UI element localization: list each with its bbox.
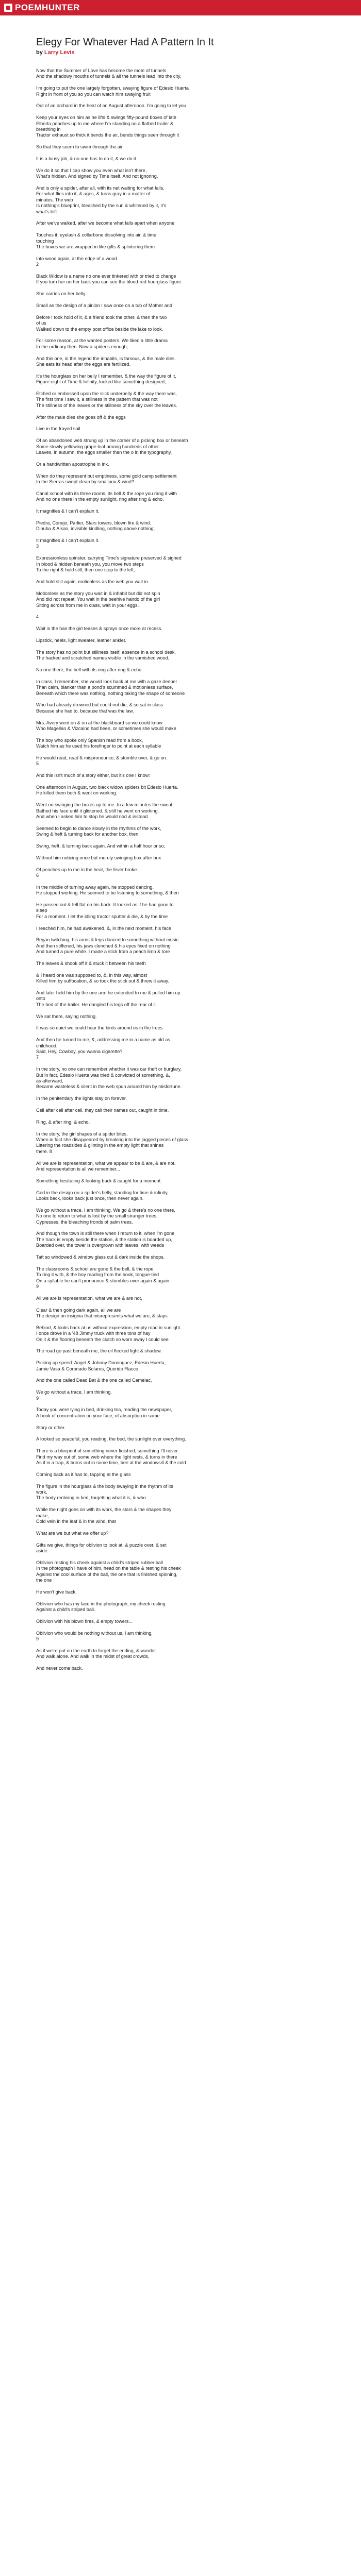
poem-line: & I heard one was supposed to, &, in this way, almost bbox=[36, 972, 147, 978]
poem-stanza bbox=[36, 1178, 325, 1184]
poem-line: It's the hourglass on her belly I remember, & the way the figure of it, bbox=[36, 373, 176, 379]
poem-line: And did not repeat. You wait in the beehive hairdo of the girl bbox=[36, 597, 160, 602]
poem-line: In class, I remember, she would look back at me with a gaze deeper bbox=[36, 679, 177, 684]
poem-line: there. 8 bbox=[36, 1148, 52, 1154]
poem-line: Boarded over, the tower is overgrown with leaves, with weeds bbox=[36, 1243, 165, 1248]
poem-stanza bbox=[36, 156, 325, 162]
poem-stanza bbox=[36, 86, 325, 97]
poem-line: Who Magellan & Vizcaino had been, or sometimes she would make bbox=[36, 725, 176, 731]
poem-line: minutes. The web bbox=[36, 197, 73, 202]
byline bbox=[36, 49, 325, 56]
poem-line: And when I asked him to stop he would nod & instead bbox=[36, 814, 148, 819]
poem-line: The first time I saw it, a stillness in the pattern that was not bbox=[36, 397, 158, 402]
poem-line: No one there, the bell with its ring after ring & echo. bbox=[36, 667, 143, 672]
poem-line: On a syllable he can't pronounce & stumbles over again & again. bbox=[36, 1278, 171, 1283]
poem-line: Into wood again, at the edge of a wood. bbox=[36, 256, 119, 261]
poem-stanza bbox=[36, 356, 325, 368]
poem-line: He won't give back. bbox=[36, 1589, 77, 1595]
byline-prefix: by bbox=[36, 49, 43, 56]
poem-line: No one to return to what is lost by the small stranger trees, bbox=[36, 1213, 158, 1219]
poem-line: as afterward, bbox=[36, 1078, 63, 1083]
poem-stanza bbox=[36, 626, 325, 632]
poem-stanza bbox=[36, 667, 325, 673]
poem-stanza bbox=[36, 1360, 325, 1372]
poem-line: The track is empty beside the station, & the station is boarded up, bbox=[36, 1236, 172, 1242]
poem-line: Is nothing's blueprint, bleached by the sun & whitened by it, it's bbox=[36, 203, 167, 209]
poem-line: There is a blueprint of something never finished, something I'll never bbox=[36, 1448, 178, 1454]
poem-line: A book of concentration on your face, of absorption in some bbox=[36, 1413, 160, 1418]
poem-stanza bbox=[36, 221, 325, 226]
poem-line: When in fact she disappeared by breaking into the jagged pieces of glass bbox=[36, 1137, 188, 1142]
poem-line: Canal school with its three rooms, its bell & the rope you rang it with bbox=[36, 490, 177, 496]
poem-line: We sat there, saying nothing. bbox=[36, 1013, 97, 1019]
poem-line: I'm going to put the one largely forgotten, swaying figure of Edesio Huerta bbox=[36, 86, 189, 91]
poem-stanza bbox=[36, 638, 325, 643]
poem-stanza bbox=[36, 185, 325, 215]
logo-text: POEMHUNTER bbox=[15, 3, 80, 12]
poem-stanza bbox=[36, 855, 325, 861]
poem-line: Gifts we give, things for oblivion to look at, & puzzle over, & set bbox=[36, 1542, 167, 1548]
poem-line: A looked so peaceful, you reading, the bed, the sunlight over everything. bbox=[36, 1436, 186, 1442]
poem-line: For what flies into it, & ages, & turns gray in a matter of bbox=[36, 191, 151, 197]
poem-line: Jamie Vasa & Coronado Solares, Querido Flacco bbox=[36, 1366, 138, 1371]
poem-line: Out of an orchard in the heat of an August afternoon. I'm going to let you bbox=[36, 103, 186, 109]
poem-stanza bbox=[36, 374, 325, 385]
poem-line: Said, Hey, Cowboy, you wanna cigarette? bbox=[36, 1048, 123, 1054]
poem-line: Against a child's striped ball. bbox=[36, 1607, 95, 1613]
poem-line: Or a handwritten apostrophe in ink. bbox=[36, 461, 109, 467]
poem-line: All we are is representation, what we are & are not, bbox=[36, 1295, 142, 1301]
poem-line: Swing & heft & turning back for another box, then bbox=[36, 832, 139, 837]
poem-line: aside. bbox=[36, 1548, 49, 1554]
poem-line: In the ordinary then. Now a spider's enough; bbox=[36, 344, 128, 349]
poem-stanza bbox=[36, 1631, 325, 1642]
poem-line: In the story, no one can remember whether it was car theft or burglary, bbox=[36, 1066, 182, 1072]
poem-line: Keep your eyes on him as he lifts & swings fifty-pound boxes of late bbox=[36, 115, 176, 121]
poem-stanza bbox=[36, 256, 325, 268]
poem-line: Cold vein in the leaf & in the wind, that bbox=[36, 1519, 116, 1524]
poem-line: breathing in bbox=[36, 127, 61, 132]
poem-line: In the middle of turning away again, he stopped dancing. bbox=[36, 884, 154, 890]
poem-line: He passed out & fell flat on his back. It looked as if he had gone to bbox=[36, 902, 174, 907]
poem-line: For some reason, at the wanted posters. We liked a little drama bbox=[36, 338, 168, 344]
poem-line: Oblivion who would be nothing without us, I am thinking, bbox=[36, 1630, 153, 1636]
poem-stanza bbox=[36, 926, 325, 931]
poem-line: Oblivion who has my face in the photograph, my cheek resting bbox=[36, 1601, 166, 1606]
poem-line: 9 bbox=[36, 1395, 39, 1401]
poem-line: Than calm, blanker than a pond's scummed & motionless surface, bbox=[36, 685, 173, 690]
poem-stanza bbox=[36, 462, 325, 467]
poem-stanza bbox=[36, 720, 325, 732]
poem-stanza bbox=[36, 1120, 325, 1125]
poem-line: Sitting across from me in class, wait in your eggs. bbox=[36, 602, 139, 608]
poem-stanza bbox=[36, 1208, 325, 1225]
poem-stanza bbox=[36, 1666, 325, 1671]
poem-stanza bbox=[36, 1025, 325, 1031]
poem-stanza bbox=[36, 1190, 325, 1202]
poem-stanza bbox=[36, 415, 325, 420]
poem-stanza bbox=[36, 1407, 325, 1419]
poem-stanza bbox=[36, 1472, 325, 1478]
poem-line: Of an abandoned web strung up in the corner of a picking box or beneath bbox=[36, 438, 188, 444]
poem-line: On it & the flooring beneath the clutch so worn away I could see bbox=[36, 1336, 169, 1342]
poem-stanza bbox=[36, 773, 325, 778]
poem-stanza bbox=[36, 1378, 325, 1383]
poem-line: 5 bbox=[36, 761, 39, 767]
poem-line: And turned a pure white. I made a stick from a peach limb & tore bbox=[36, 949, 170, 955]
poem-line: Something hesitating & looking back & caught for a moment. bbox=[36, 1178, 162, 1183]
poem-line: Beneath which there was nothing, nothing taking the shape of someone bbox=[36, 690, 185, 696]
poem-stanza bbox=[36, 1255, 325, 1260]
poem-line: Began twitching, his arms & legs danced to something without music bbox=[36, 937, 178, 943]
poem-line: We go without a trace, I am thinking. bbox=[36, 1389, 112, 1395]
poem-line: touching bbox=[36, 238, 54, 244]
poem-stanza bbox=[36, 1543, 325, 1554]
poem-line: When do they represent but emptiness, some gold camp settlement bbox=[36, 473, 177, 479]
poem-line: It magnifies & I can't explain it. bbox=[36, 509, 100, 514]
poem-stanza bbox=[36, 391, 325, 409]
poem-stanza bbox=[36, 338, 325, 350]
poem-stanza bbox=[36, 1066, 325, 1090]
poem-stanza bbox=[36, 68, 325, 80]
poem-stanza bbox=[36, 885, 325, 896]
poem-line: Figure eight of Time & Infinity, looked like something designed, bbox=[36, 379, 166, 385]
poem-stanza bbox=[36, 438, 325, 455]
poem-line: And walk alone. And walk in the midst of great crowds, bbox=[36, 1654, 150, 1659]
poem-stanza bbox=[36, 1589, 325, 1595]
poem-line: Ring, & after ring, & echo. bbox=[36, 1119, 90, 1125]
poem-line: Etched or embossed upon the slick underbelly & the way there was, bbox=[36, 391, 177, 397]
poem-line: He would read, read & mispronounce, & stumble over, & go on. bbox=[36, 755, 168, 760]
poem-line: Elberta peaches up to me where I'm standing on a flatbed trailer & bbox=[36, 121, 174, 126]
poem-line: sleep bbox=[36, 908, 47, 913]
poem-line: childhood, bbox=[36, 1043, 58, 1048]
poem-line: Some slowly yellowing grape leaf among hundreds of other bbox=[36, 444, 159, 449]
poem-line: As if we're put on the earth to forget the ending, & wander. bbox=[36, 1648, 157, 1653]
poem-line: Piedra, Conejo, Parlier, Stars towers, blown fire & wind. bbox=[36, 520, 151, 526]
poem-stanza bbox=[36, 426, 325, 432]
poem-stanza bbox=[36, 679, 325, 697]
poem-line: Mrs. Avery went on & on at the blackboard so we could know bbox=[36, 720, 162, 725]
poem-line: In the Sierras swept clean by smallpox & wind? bbox=[36, 479, 135, 485]
poem-line: Clear & then going dark again, all we are bbox=[36, 1307, 121, 1313]
poem-line: What's hidden. And signed by Time itself. And not ignoring, bbox=[36, 174, 158, 179]
poem-stanza bbox=[36, 491, 325, 503]
poem-line: To the right & hold still, then one step to the left, bbox=[36, 567, 135, 573]
poem-stanza bbox=[36, 168, 325, 180]
poem-line: God in the design on a spider's belly, standing for time & infinity, bbox=[36, 1190, 169, 1195]
poem-line: Walked down to the empty post office beside the lake to look, bbox=[36, 326, 163, 332]
poem-line: He stopped working. He seemed to be listening to something, & then bbox=[36, 890, 179, 896]
poem-stanza bbox=[36, 1348, 325, 1354]
poem-line: Right in front of you so you can watch him swaying fruit bbox=[36, 91, 151, 97]
poem-line: In blood & hidden beneath you, you move two steps bbox=[36, 561, 144, 567]
poem-line: The boy who spoke only Spanish read from a book, bbox=[36, 737, 143, 743]
poem-stanza bbox=[36, 1296, 325, 1301]
poem-stanza bbox=[36, 1507, 325, 1524]
poem-line: 2 bbox=[36, 262, 39, 267]
poem-stanza bbox=[36, 103, 325, 109]
poem-line: It is a lousy job, & no one has to do it, & we do it. bbox=[36, 156, 138, 162]
poem-stanza bbox=[36, 1648, 325, 1660]
poem-line: The design on insignia that misrepresents what we are, & stays bbox=[36, 1313, 168, 1319]
poem-line: 4 bbox=[36, 614, 39, 620]
poem-line: He killed them both & went on working. bbox=[36, 790, 118, 796]
poem-line: And is only a spider, after all, with its net waiting for what falls, bbox=[36, 185, 165, 191]
poem-line: Now that the Summer of Love has become the mote of tunnels bbox=[36, 68, 167, 73]
poem-stanza bbox=[36, 1389, 325, 1401]
poem-line: And later held him by the one arm he extended to me & pulled him up bbox=[36, 990, 180, 995]
poem-line: I once drove in a '48 Jimmy truck with three tons of hay bbox=[36, 1331, 151, 1336]
poem-line: Lipstick, heels, light sweater, leather anklet. bbox=[36, 637, 126, 643]
logo-mark-icon bbox=[4, 4, 12, 12]
poem-stanza bbox=[36, 1037, 325, 1061]
poem-stanza bbox=[36, 144, 325, 150]
poem-line: Find my way out of, some web where the light rests, & turns in there bbox=[36, 1454, 177, 1460]
poem-line: Swing, heft, & turning back again. And within a half hour or so, bbox=[36, 843, 166, 849]
poem-line: And then stiffened, his jaws clenched & his eyes fixed on nothing bbox=[36, 943, 171, 948]
poem-stanza bbox=[36, 1308, 325, 1319]
poem-stanza bbox=[36, 591, 325, 608]
poem-line: And this isn't much of a story either, but it's one I know: bbox=[36, 773, 150, 778]
poem-stanza bbox=[36, 579, 325, 585]
poem-line: Littering the roadsides & glinting in the empty light that shines bbox=[36, 1143, 164, 1148]
poem-line: Without him noticing once but merely swinging box after box bbox=[36, 855, 161, 860]
poem-line: Oblivion with his blown fires, & empty towers... bbox=[36, 1618, 133, 1624]
poem-line: And no one there in the empty sunlight, ring after ring & echo. bbox=[36, 497, 164, 502]
poem-stanza bbox=[36, 1560, 325, 1584]
poem-line: Taft so windowed & window glass cut & dark inside the shops. bbox=[36, 1255, 165, 1260]
poem-line: And the one called Dead Bat & the one called Camelac, bbox=[36, 1378, 152, 1383]
poem-line: Small as the design of a pinion I saw once on a tub of Mother and bbox=[36, 303, 172, 309]
poem-stanza bbox=[36, 1325, 325, 1343]
poem-stanza bbox=[36, 274, 325, 285]
poem-stanza bbox=[36, 473, 325, 485]
poem-stanza bbox=[36, 1266, 325, 1290]
poem-line: The body reclining in bed, forgetting what it is, & who bbox=[36, 1495, 146, 1501]
poem-stanza bbox=[36, 555, 325, 573]
poem-line: And representation is all we remember... bbox=[36, 1166, 120, 1172]
poem-line: Killed him by suffocation, & so took the stick out & threw it away. bbox=[36, 978, 169, 984]
poem-line: All we are is representation, what we appear to be & are, & are not, bbox=[36, 1160, 176, 1166]
poem-line: In the penitentiary the lights stay on forever, bbox=[36, 1096, 127, 1101]
poem-stanza bbox=[36, 291, 325, 297]
poem-line: Picking up speed: Angel & Johnny Dominguez, Edesio Huerta, bbox=[36, 1360, 166, 1366]
poem-line: 7 bbox=[36, 1055, 39, 1060]
author-link[interactable]: Larry Levis bbox=[44, 49, 75, 56]
poem-line: As if in a trap, & burns out in some time, bee at the windowsill & the cold bbox=[36, 1460, 186, 1466]
poem-line: Leaves, in autumn, the eggs smaller than the o in the typography, bbox=[36, 450, 172, 455]
poem-stanza bbox=[36, 1436, 325, 1442]
poem-line: Bathed his face until it glistened, & still he went on working. bbox=[36, 808, 159, 814]
poem-line: So that they seem to swim through the air. bbox=[36, 144, 124, 150]
poem-line: Became wasteless & silent in the web spun around him by misfortune. bbox=[36, 1084, 182, 1090]
poem-stanza bbox=[36, 843, 325, 849]
poem-line: The story has no point but stillness itself, absence in a school desk, bbox=[36, 649, 176, 655]
poem-line: Seemed to begin to dance slowly in the rhythms of the work, bbox=[36, 825, 161, 831]
poem-line: The hacked and scratched names visible in the varnished wood, bbox=[36, 655, 170, 661]
poem-stanza bbox=[36, 802, 325, 820]
poem-line: of us bbox=[36, 320, 46, 326]
poem-line: the one bbox=[36, 1578, 52, 1583]
poem-line: Watch him as he used his forefinger to point at each syllable bbox=[36, 743, 161, 749]
poem-line: The leaves & shook off it & stuck it between his teeth bbox=[36, 960, 146, 966]
poem-line: Cypresses, the bleaching fronds of palm trees, bbox=[36, 1219, 133, 1225]
poem-line: 3 bbox=[36, 544, 39, 549]
poem-stanza bbox=[36, 303, 325, 309]
poem-stanza bbox=[36, 973, 325, 985]
poem-stanza bbox=[36, 1014, 325, 1020]
poem-line: Oblivion resting his cheek against a child's striped rubber ball bbox=[36, 1560, 163, 1565]
poem-stanza bbox=[36, 937, 325, 955]
poem-line: The road go past beneath me, the oil flecked light & shadow. bbox=[36, 1348, 162, 1354]
poem-line: Dinuba & Alkan, invisible kindling, nothing above nothing; bbox=[36, 526, 155, 532]
poem-line: Before I took hold of it, & a friend took the other, & then the two bbox=[36, 314, 167, 320]
poem-line: Of peaches up to me in the heat, the fever broke. bbox=[36, 867, 138, 872]
poem-line: In the story, the girl shapes of a spider bites, bbox=[36, 1131, 128, 1137]
poem-stanza bbox=[36, 520, 325, 532]
poem-line: And then he turned to me, &, addressing me in a name as old as bbox=[36, 1037, 170, 1043]
poem-line: Against the cool surface of the ball, the one that is finished spinning, bbox=[36, 1571, 177, 1577]
poem-stanza bbox=[36, 1601, 325, 1613]
poem-line: The boxes we are wrapped in like gifts & splintering them bbox=[36, 244, 155, 250]
poem-line: Story or other. bbox=[36, 1425, 66, 1430]
poem-stanza bbox=[36, 1161, 325, 1173]
poem-stanza bbox=[36, 232, 325, 250]
poem-line: And never come back. bbox=[36, 1666, 83, 1671]
poem-stanza bbox=[36, 509, 325, 514]
poem-stanza bbox=[36, 826, 325, 838]
poem-stanza bbox=[36, 1096, 325, 1101]
poem-line: Because she had to, because that was the law. bbox=[36, 708, 134, 714]
poem-line: Wait in the hair the girl teases & sprays once more at recess. bbox=[36, 626, 162, 632]
poem-stanza bbox=[36, 614, 325, 620]
poem-stanza bbox=[36, 785, 325, 796]
poem-line: It magnifies & I can't explain it. bbox=[36, 538, 100, 544]
poem-line: Touches it, eyelash & collarbone dissolving into air, & time bbox=[36, 232, 157, 238]
poem-line: For a moment. I let the idling tractor sputter & die, & by the time bbox=[36, 913, 168, 919]
poem-line: The bed of the trailer. He dangled his legs off the rear of it. bbox=[36, 1002, 157, 1007]
poem-stanza bbox=[36, 902, 325, 920]
poem-line: 9 bbox=[36, 1284, 39, 1290]
poem-line: While the night goes on with its work, the stars & the shapes they bbox=[36, 1507, 172, 1513]
poem-line: Cell after cell after cell, they call their names out, caught in time. bbox=[36, 1107, 169, 1113]
poem-line: Motionless as the story you wait in & inhabit but did not spin bbox=[36, 590, 160, 596]
poem-line: what's left bbox=[36, 209, 57, 214]
poem-stanza bbox=[36, 1231, 325, 1248]
poem-line: Went on swinging the boxes up to me. In a few minutes the sweat bbox=[36, 802, 173, 808]
poem-line: After we've walked, after we become what falls apart when anyone bbox=[36, 221, 175, 226]
poem-line: I reached him, he had awakened, &, in the next moment, his face bbox=[36, 925, 171, 931]
poem-line: Coming back as it has to, tapping at the glass bbox=[36, 1471, 131, 1477]
poem-stanza bbox=[36, 1131, 325, 1155]
poem-stanza bbox=[36, 738, 325, 750]
poem-stanza bbox=[36, 1425, 325, 1431]
poem-line: What are we but what we offer up? bbox=[36, 1530, 109, 1536]
poem-line: But in fact, Edesio Huerta was tried & convicted of something, &, bbox=[36, 1072, 170, 1078]
poem-stanza bbox=[36, 115, 325, 139]
poem-line: 9 bbox=[36, 1636, 39, 1642]
site-header bbox=[0, 0, 361, 15]
poem-line: In the photograph I have of him, head on the table & resting his cheek bbox=[36, 1566, 181, 1571]
poem-line: If you turn her on her back you can see the blood-red hourglass figure bbox=[36, 279, 182, 285]
poem-stanza bbox=[36, 1448, 325, 1466]
poem-line: Tractor exhaust so thick it bends the air, bends things seen through it bbox=[36, 132, 179, 138]
poem-stanza bbox=[36, 867, 325, 879]
poem-stanza bbox=[36, 1619, 325, 1624]
poem-stanza bbox=[36, 538, 325, 550]
poem-line: We do it so that I can show you even what isn't there, bbox=[36, 167, 147, 173]
poem-line: We go without a trace, I am thinking. We go & there's no one there, bbox=[36, 1207, 175, 1213]
poem-stanza bbox=[36, 990, 325, 1008]
poem-line: And this one, in the legend the inhabits, is famous, & the male dies. bbox=[36, 355, 176, 361]
poem-stanza bbox=[36, 1108, 325, 1113]
poem-line: After the male dies she goes off & the eggs bbox=[36, 414, 126, 420]
poem-line: The stillness of the leaves or the stillness of the sky over the leaves. bbox=[36, 402, 177, 408]
poem-line: onto bbox=[36, 996, 45, 1002]
poem-line: make, bbox=[36, 1513, 49, 1518]
poem-stanza bbox=[36, 1484, 325, 1501]
poem-line: The figure in the hourglass & the body swaying in the rhythm of its bbox=[36, 1483, 173, 1489]
poem-line: And hold still again, motionless as the web you wait in. bbox=[36, 579, 150, 584]
poem-title: Elegy For Whatever Had A Pattern In It bbox=[36, 37, 214, 48]
poem-line: And the shadowy mouths of tunnels & all the tunnels lead into the city, bbox=[36, 74, 182, 79]
poem-line: And though the town is still there when I return to it, when I'm gone bbox=[36, 1231, 175, 1236]
poem-line: Who had already drowned but could not die, & so sat in class bbox=[36, 702, 163, 708]
poem-line: Behind, & looks back at us without expression, empty road in sunlight. bbox=[36, 1325, 182, 1330]
poem-line: She carries on her belly. bbox=[36, 291, 87, 297]
poem-stanza bbox=[36, 315, 325, 332]
poem-stanza bbox=[36, 961, 325, 967]
poem-line: Live in the frayed sail bbox=[36, 426, 80, 432]
poem-line: One afternoon in August, two black widow spiders bit Edesio Huerta. bbox=[36, 784, 178, 790]
poem-line: Looks back, looks back just once, then never again. bbox=[36, 1195, 144, 1201]
poem-stanza bbox=[36, 1531, 325, 1536]
poem-stanza bbox=[36, 650, 325, 662]
poem-line: It was so quiet we could hear the birds around us in the trees. bbox=[36, 1025, 164, 1031]
poem-line: Expressionless spinster, carrying Time's signature preserved & signed bbox=[36, 555, 182, 561]
poem-stanza bbox=[36, 755, 325, 767]
poem-body bbox=[36, 68, 325, 1671]
poem-line: The classrooms & school are gone & the bell, & the rope bbox=[36, 1266, 154, 1272]
poem-line: work, bbox=[36, 1489, 47, 1495]
poem-line: Black Widow is a name no one ever tinkered with or tried to change bbox=[36, 274, 176, 279]
site-logo[interactable] bbox=[4, 3, 80, 13]
poem-line: To ring it with, & the boy reading from the book, tongue-tied bbox=[36, 1272, 159, 1278]
poem-line: 6 bbox=[36, 872, 39, 878]
poem-line: She eats its head after the eggs are fertilized. bbox=[36, 362, 130, 367]
poem-line: Today you were lying in bed, drinking tea, reading the newspaper, bbox=[36, 1407, 172, 1413]
poem-article bbox=[36, 15, 325, 1671]
poem-stanza bbox=[36, 702, 325, 714]
